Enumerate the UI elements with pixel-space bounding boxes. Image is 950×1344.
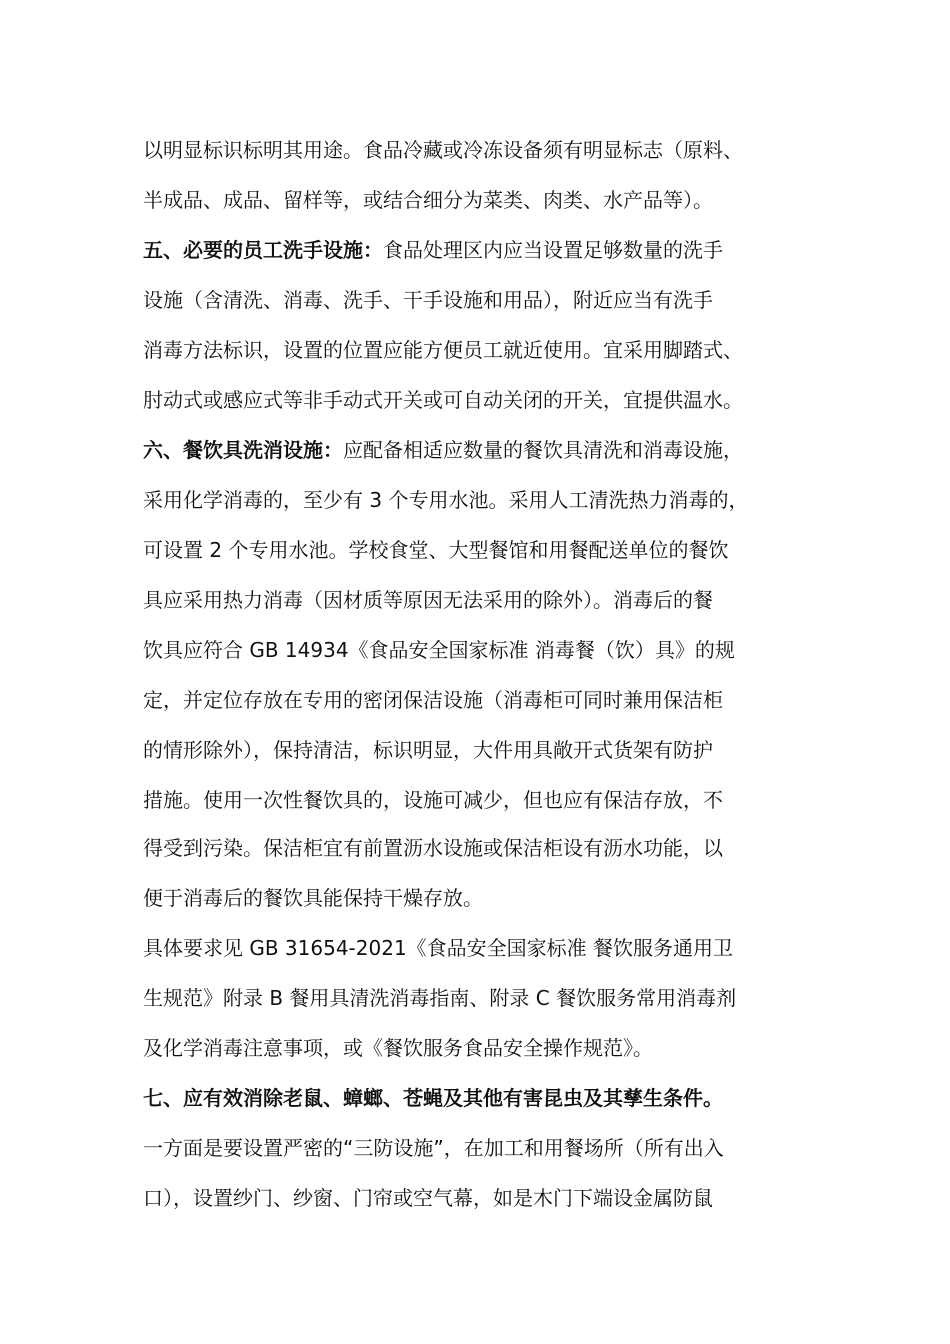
line-text: 食品处理区内应当设置足够数量的洗手 <box>383 238 723 262</box>
line-text: 肘动式或感应式等非手动式开关或可自动关闭的开关，宜提供温水。 <box>143 388 743 412</box>
line-text: 措施。使用一次性餐饮具的，设施可减少，但也应有保洁存放，不 <box>143 788 723 812</box>
section-heading-line <box>143 1085 723 1111</box>
section-heading: 六、餐饮具洗消设施： <box>143 438 343 462</box>
line-text: 的情形除外），保持清洁，标识明显，大件用具敞开式货架有防护 <box>143 738 713 762</box>
text-line <box>143 835 723 861</box>
line-text: 消毒方法标识，设置的位置应能方便员工就近使用。宜采用脚踏式、 <box>143 338 743 362</box>
line-text: 可设置 2 个专用水池。学校食堂、大型餐馆和用餐配送单位的餐饮 <box>143 538 729 562</box>
line-text: 生规范》附录 B 餐用具清洗消毒指南、附录 C 餐饮服务常用消毒剂 <box>143 986 737 1010</box>
text-line <box>143 137 743 163</box>
line-text: 具体要求见 GB 31654-2021《食品安全国家标准 餐饮服务通用卫 <box>143 936 734 960</box>
line-text: 口），设置纱门、纱窗、门帘或空气幕，如是木门下端设金属防鼠 <box>143 1186 713 1210</box>
text-line <box>143 587 713 613</box>
text-line <box>143 1135 724 1161</box>
text-line <box>143 935 733 961</box>
text-line <box>143 637 735 663</box>
line-text: 采用化学消毒的，至少有 3 个专用水池。采用人工清洗热力消毒的， <box>143 488 749 512</box>
text-line <box>143 537 728 563</box>
line-text: 得受到污染。保洁柜宜有前置沥水设施或保洁柜设有沥水功能，以 <box>143 836 723 860</box>
section-heading: 五、必要的员工洗手设施： <box>143 238 383 262</box>
text-line <box>143 487 748 513</box>
text-line <box>143 687 723 713</box>
line-text: 半成品、成品、留样等，或结合细分为菜类、肉类、水产品等）。 <box>143 188 713 212</box>
text-line <box>143 287 713 313</box>
text-line <box>143 1035 653 1061</box>
line-text: 便于消毒后的餐饮具能保持干燥存放。 <box>143 886 483 910</box>
text-line <box>143 885 483 911</box>
text-line <box>143 387 743 413</box>
text-line <box>143 337 743 363</box>
line-text: 一方面是要设置严密的“三防设施”，在加工和用餐场所（所有出入 <box>143 1136 724 1160</box>
line-text: 饮具应符合 GB 14934《食品安全国家标准 消毒餐（饮）具》的规 <box>143 638 735 662</box>
text-line <box>143 787 723 813</box>
section-heading-line <box>143 437 743 463</box>
text-line <box>143 1185 713 1211</box>
line-text: 以明显标识标明其用途。食品冷藏或冷冻设备须有明显标志（原料、 <box>143 138 743 162</box>
line-text: 及化学消毒注意事项，或《餐饮服务食品安全操作规范》。 <box>143 1036 653 1060</box>
text-line <box>143 737 713 763</box>
line-text: 应配备相适应数量的餐饮具清洗和消毒设施， <box>343 438 743 462</box>
line-text: 定，并定位存放在专用的密闭保洁设施（消毒柜可同时兼用保洁柜 <box>143 688 723 712</box>
section-heading: 七、应有效消除老鼠、蟑螂、苍蝇及其他有害昆虫及其孳生条件。 <box>143 1086 723 1110</box>
text-line <box>143 187 713 213</box>
text-line <box>143 985 736 1011</box>
line-text: 设施（含清洗、消毒、洗手、干手设施和用品），附近应当有洗手 <box>143 288 713 312</box>
section-heading-line <box>143 237 723 263</box>
line-text: 具应采用热力消毒（因材质等原因无法采用的除外）。消毒后的餐 <box>143 588 713 612</box>
